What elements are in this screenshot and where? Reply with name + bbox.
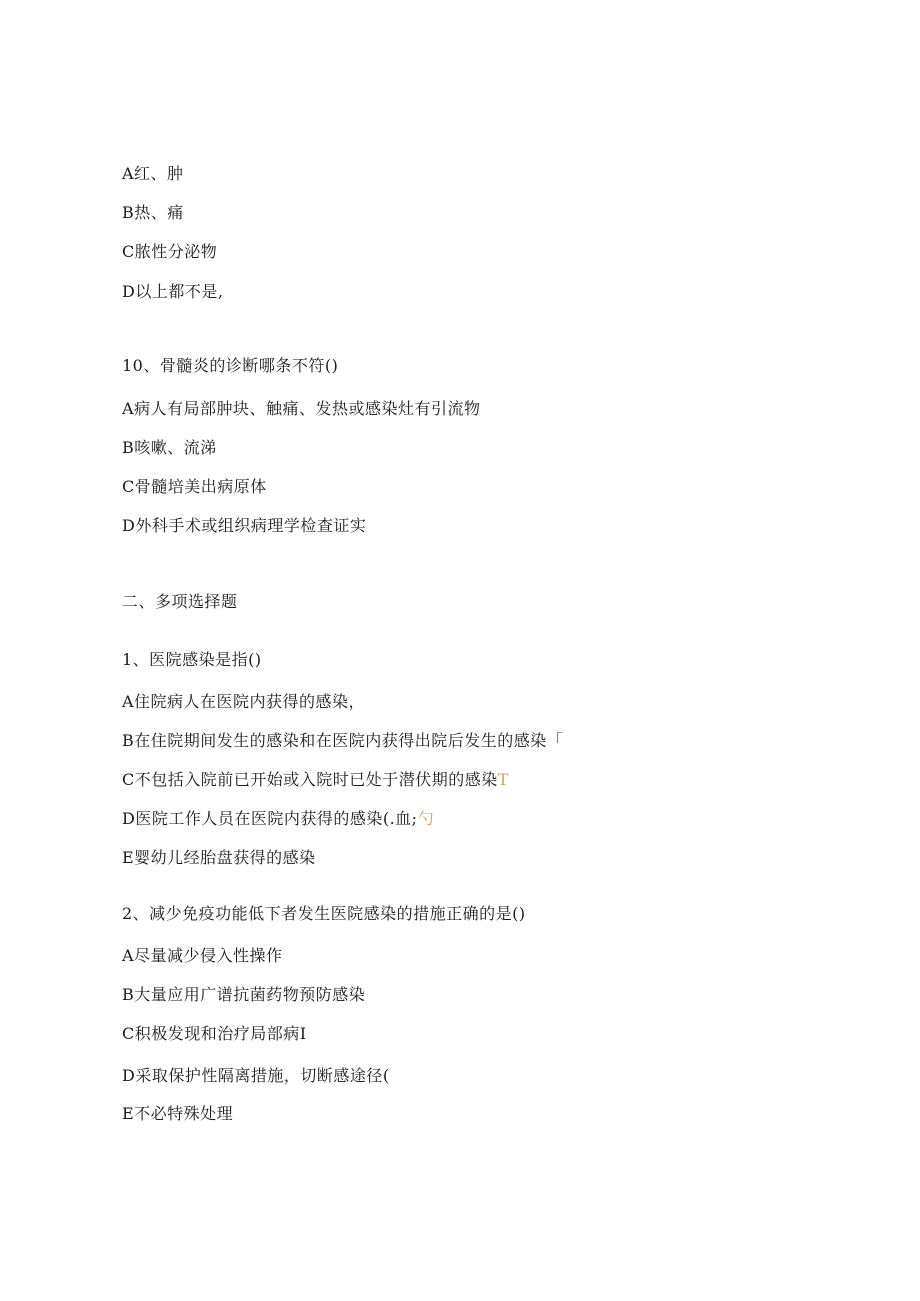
mq1-option-b: B在住院期间发生的感染和在医院内获得出院后发生的感染「 [122, 731, 564, 750]
section-heading: 二、多项选择题 [122, 592, 238, 611]
mq2-option-d: D采取保护性隔离措施，切断感途径( [122, 1066, 390, 1085]
mq1-option-c-mark: T [497, 770, 509, 789]
q9-option-c: C脓性分泌物 [122, 242, 218, 261]
q10-option-b: B咳嗽、流涕 [122, 438, 217, 457]
mq2-option-e: E不必特殊处理 [122, 1104, 234, 1123]
mq2-option-b: B大量应用广谱抗菌药物预防感染 [122, 985, 366, 1004]
mq2-question: 2、减少免疫功能低下者发生医院感染的措施正确的是() [122, 904, 526, 923]
q10-question: 10、骨髓炎的诊断哪条不符() [122, 356, 339, 375]
q9-option-b: B热、痛 [122, 203, 184, 222]
q10-option-d: D外科手术或组织病理学检查证实 [122, 516, 367, 535]
q9-option-a: A红、肿 [122, 164, 184, 183]
mq1-option-d-mark: 勺 [417, 809, 435, 828]
mq1-option-d-text: D医院工作人员在医院内获得的感染(.血; [122, 809, 418, 828]
mq1-option-d [122, 809, 434, 829]
q10-option-a: A病人有局部肿块、触痛、发热或感染灶有引流物 [122, 399, 481, 418]
mq2-option-c: C积极发现和治疗局部病I [122, 1024, 307, 1043]
mq1-option-a: A住院病人在医院内获得的感染， [122, 692, 366, 711]
mq1-option-e: E婴幼儿经胎盘获得的感染 [122, 848, 316, 867]
mq1-option-c-text: C不包括入院前已开始或入院时已处于潜伏期的感染 [122, 770, 498, 789]
mq1-question: 1、医院感染是指() [122, 650, 262, 669]
mq1-option-c [122, 770, 509, 790]
mq2-option-a: A尽量减少侵入性操作 [122, 946, 283, 965]
q10-option-c: C骨髓培美出病原体 [122, 477, 267, 496]
q9-option-d: D以上都不是, [122, 282, 224, 301]
